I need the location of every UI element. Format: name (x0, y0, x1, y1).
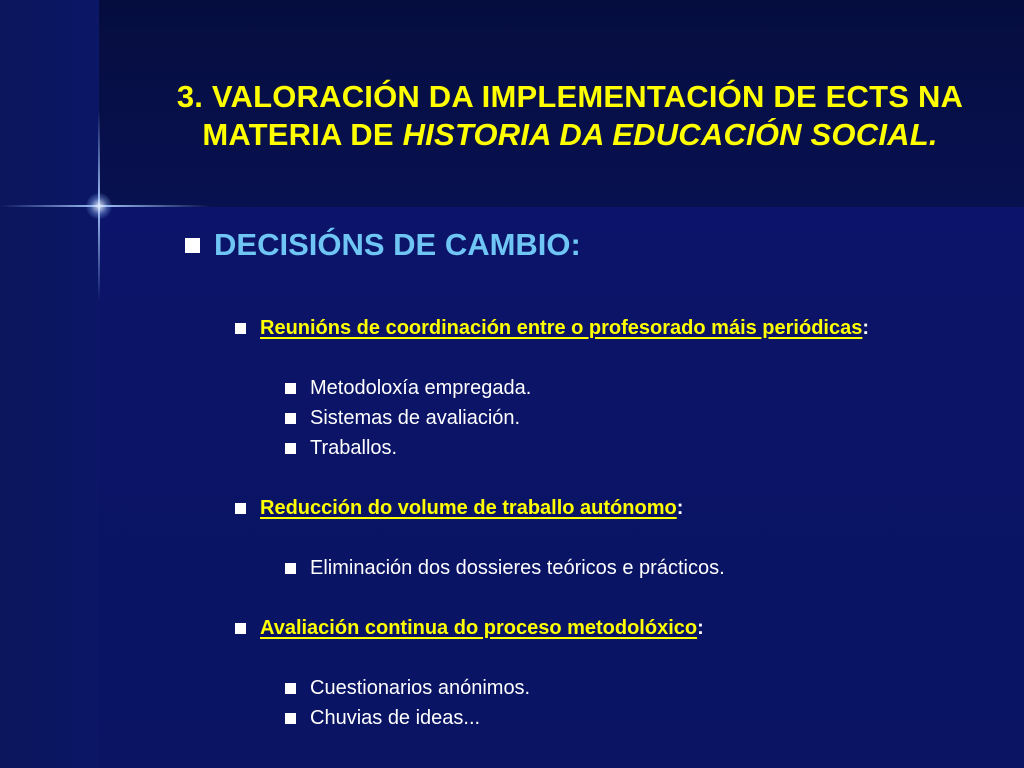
subitem-text: Chuvias de ideas... (310, 707, 481, 729)
slide-title (120, 78, 1020, 154)
point-3-colon: : (697, 617, 704, 639)
square-bullet-icon (285, 413, 296, 424)
point-2-label: Reducción do volume de traballo autónomo (260, 497, 677, 519)
square-bullet-icon (285, 683, 296, 694)
point-1-subitem-2 (285, 405, 520, 431)
point-3-subitem-1 (285, 675, 530, 701)
point-1-subitem-3 (285, 435, 397, 461)
subitem-text: Sistemas de avaliación. (310, 407, 521, 429)
point-2 (235, 495, 683, 521)
slide-title-line2-prefix: MATERIA DE (202, 117, 403, 152)
square-bullet-icon (185, 238, 200, 253)
subitem-text: Traballos. (310, 437, 398, 459)
point-2-colon: : (676, 497, 684, 519)
point-1-colon: : (862, 317, 870, 339)
point-3-label: Avaliación continua do proceso metodolóxico (260, 617, 698, 639)
square-bullet-icon (285, 383, 296, 394)
point-2-subitem-1 (285, 555, 725, 581)
section-heading-text: DECISIÓNS DE CAMBIO: (214, 227, 581, 262)
point-3 (235, 615, 704, 641)
point-1 (235, 315, 869, 341)
subitem-text: Cuestionarios anónimos. (310, 677, 531, 699)
slide-title-line2-italic: HISTORIA DA EDUCACIÓN SOCIAL. (402, 117, 938, 152)
point-1-subitem-1 (285, 375, 531, 401)
slide-title-line2 (120, 116, 1020, 154)
square-bullet-icon (235, 623, 246, 634)
square-bullet-icon (285, 563, 296, 574)
subitem-text: Metodoloxía empregada. (310, 377, 532, 399)
left-band (0, 0, 99, 768)
point-1-label: Reunións de coordinación entre o profesorado máis periódicas (260, 317, 863, 339)
square-bullet-icon (285, 443, 296, 454)
section-heading (185, 225, 581, 265)
point-3-subitem-2 (285, 705, 480, 731)
square-bullet-icon (235, 323, 246, 334)
sparkle-star-icon (86, 193, 112, 219)
square-bullet-icon (285, 713, 296, 724)
slide-title-line1: 3. VALORACIÓN DA IMPLEMENTACIÓN DE ECTS NA (176, 79, 964, 114)
subitem-text: Eliminación dos dossieres teóricos e prácticos. (310, 557, 725, 579)
square-bullet-icon (235, 503, 246, 514)
